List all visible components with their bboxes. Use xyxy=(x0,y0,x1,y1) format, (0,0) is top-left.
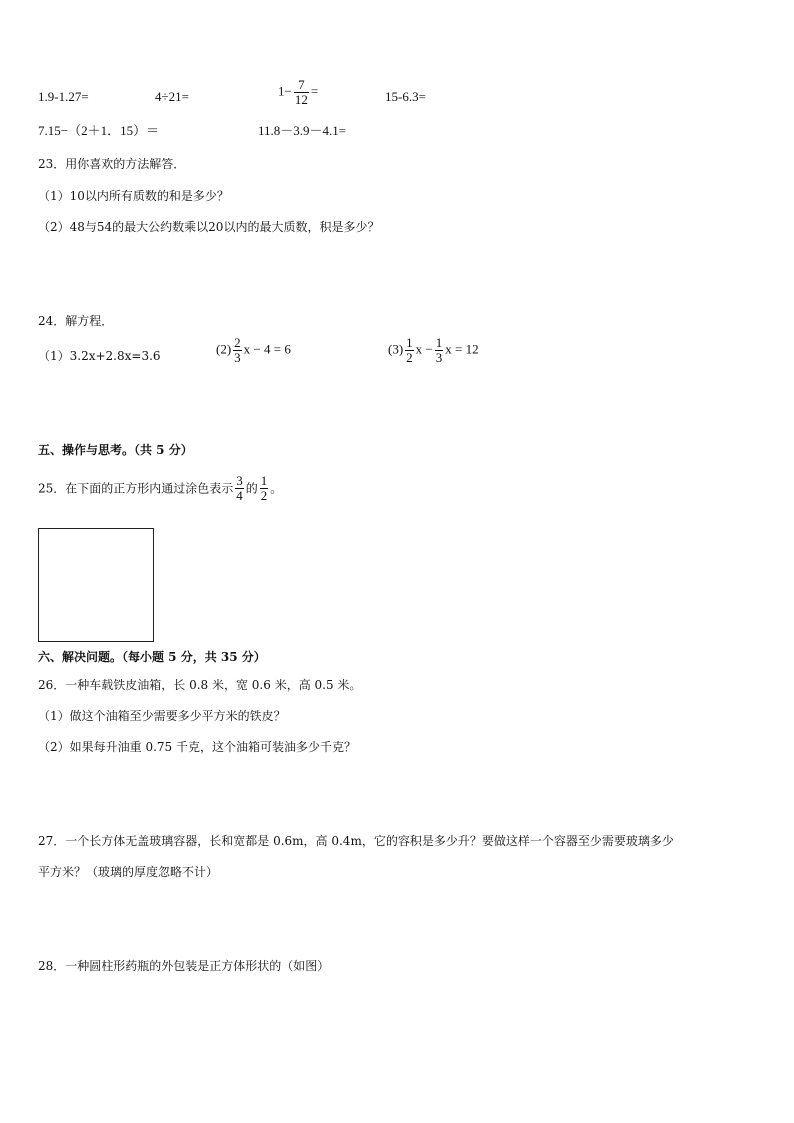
fraction-denominator: 2 xyxy=(260,488,268,503)
calc-expr-4: 15-6.3= xyxy=(385,89,426,104)
q23-title: 23．用你喜欢的方法解答． xyxy=(38,157,186,171)
q24-part-1: （1）3.2x+2.8x=3.6 xyxy=(38,349,161,363)
fraction-numerator: 1 xyxy=(406,335,413,350)
q24-part-3-fraction-1 xyxy=(405,336,414,365)
calc-expr-1: 1.9-1.27= xyxy=(38,89,89,104)
q25-prompt xyxy=(38,474,282,503)
q24-part-2-label: (2) xyxy=(216,341,232,357)
fraction-denominator: 2 xyxy=(406,350,413,365)
section-5-title: 五、操作与思考。（共 5 分） xyxy=(38,443,193,457)
q27-line-2: 平方米？（玻璃的厚度忽略不计） xyxy=(38,865,219,879)
q24-part-3-label: (3) xyxy=(388,341,404,357)
calc-expr-5: 7.15−（2＋1．15）＝ xyxy=(38,123,160,138)
fraction-numerator: 7 xyxy=(294,78,309,93)
fraction-numerator: 2 xyxy=(234,335,241,350)
calc-expr-2: 4÷21= xyxy=(155,89,189,104)
q24-part-3-mid: x − xyxy=(415,341,433,357)
calc-expr-6: 11.8－3.9－4.1= xyxy=(258,123,347,138)
q24-part-3 xyxy=(388,336,479,365)
fraction-numerator: 1 xyxy=(435,335,443,350)
q25-suffix: 。 xyxy=(270,481,283,496)
q27-line-1: 27．一个长方体无盖玻璃容器，长和宽都是 0.6m，高 0.4m，它的容积是多少升？要做这样一个容器至少需要玻璃多少 xyxy=(38,834,674,848)
q24-part-2 xyxy=(216,336,291,365)
section-6-title: 六、解决问题。（每小题 5 分，共 35 分） xyxy=(38,650,266,664)
fraction-denominator: 3 xyxy=(234,350,241,365)
q25-prefix: 25．在下面的正方形内通过涂色表示 xyxy=(38,481,234,496)
calc-expr-3-fraction xyxy=(294,78,309,107)
q25-fraction-1 xyxy=(235,474,244,503)
q23-part-2: （2）48与54的最大公约数乘以20以内的最大质数，积是多少？ xyxy=(38,220,380,234)
q24-part-2-rest: x − 4 = 6 xyxy=(243,341,291,357)
q26-part-2: （2）如果每升油重 0.75 千克，这个油箱可装油多少千克？ xyxy=(38,740,356,754)
calc-expr-3-tail: = xyxy=(310,83,319,99)
q25-fraction-2 xyxy=(260,474,269,503)
fraction-denominator: 4 xyxy=(236,488,243,503)
fraction-numerator: 1 xyxy=(260,473,268,488)
q23-part-1: （1）10以内所有质数的和是多少？ xyxy=(38,189,229,203)
calc-expr-3 xyxy=(278,78,318,107)
fraction-numerator: 3 xyxy=(236,473,243,488)
q24-part-2-fraction xyxy=(233,336,242,365)
q24-part-3-rest: x = 12 xyxy=(445,341,479,357)
q25-mid: 的 xyxy=(245,481,258,496)
shading-square[interactable] xyxy=(38,528,154,642)
q26-part-1: （1）做这个油箱至少需要多少平方米的铁皮？ xyxy=(38,709,286,723)
q28-title: 28．一种圆柱形药瓶的外包装是正方体形状的（如图） xyxy=(38,959,330,973)
calc-expr-3-lead: 1− xyxy=(278,83,292,99)
fraction-denominator: 12 xyxy=(294,92,308,107)
q24-part-3-fraction-2 xyxy=(435,336,444,365)
q26-title: 26．一种车载铁皮油箱，长 0.8 米，宽 0.6 米，高 0.5 米。 xyxy=(38,678,362,692)
q24-title: 24．解方程． xyxy=(38,314,114,328)
fraction-denominator: 3 xyxy=(435,350,443,365)
